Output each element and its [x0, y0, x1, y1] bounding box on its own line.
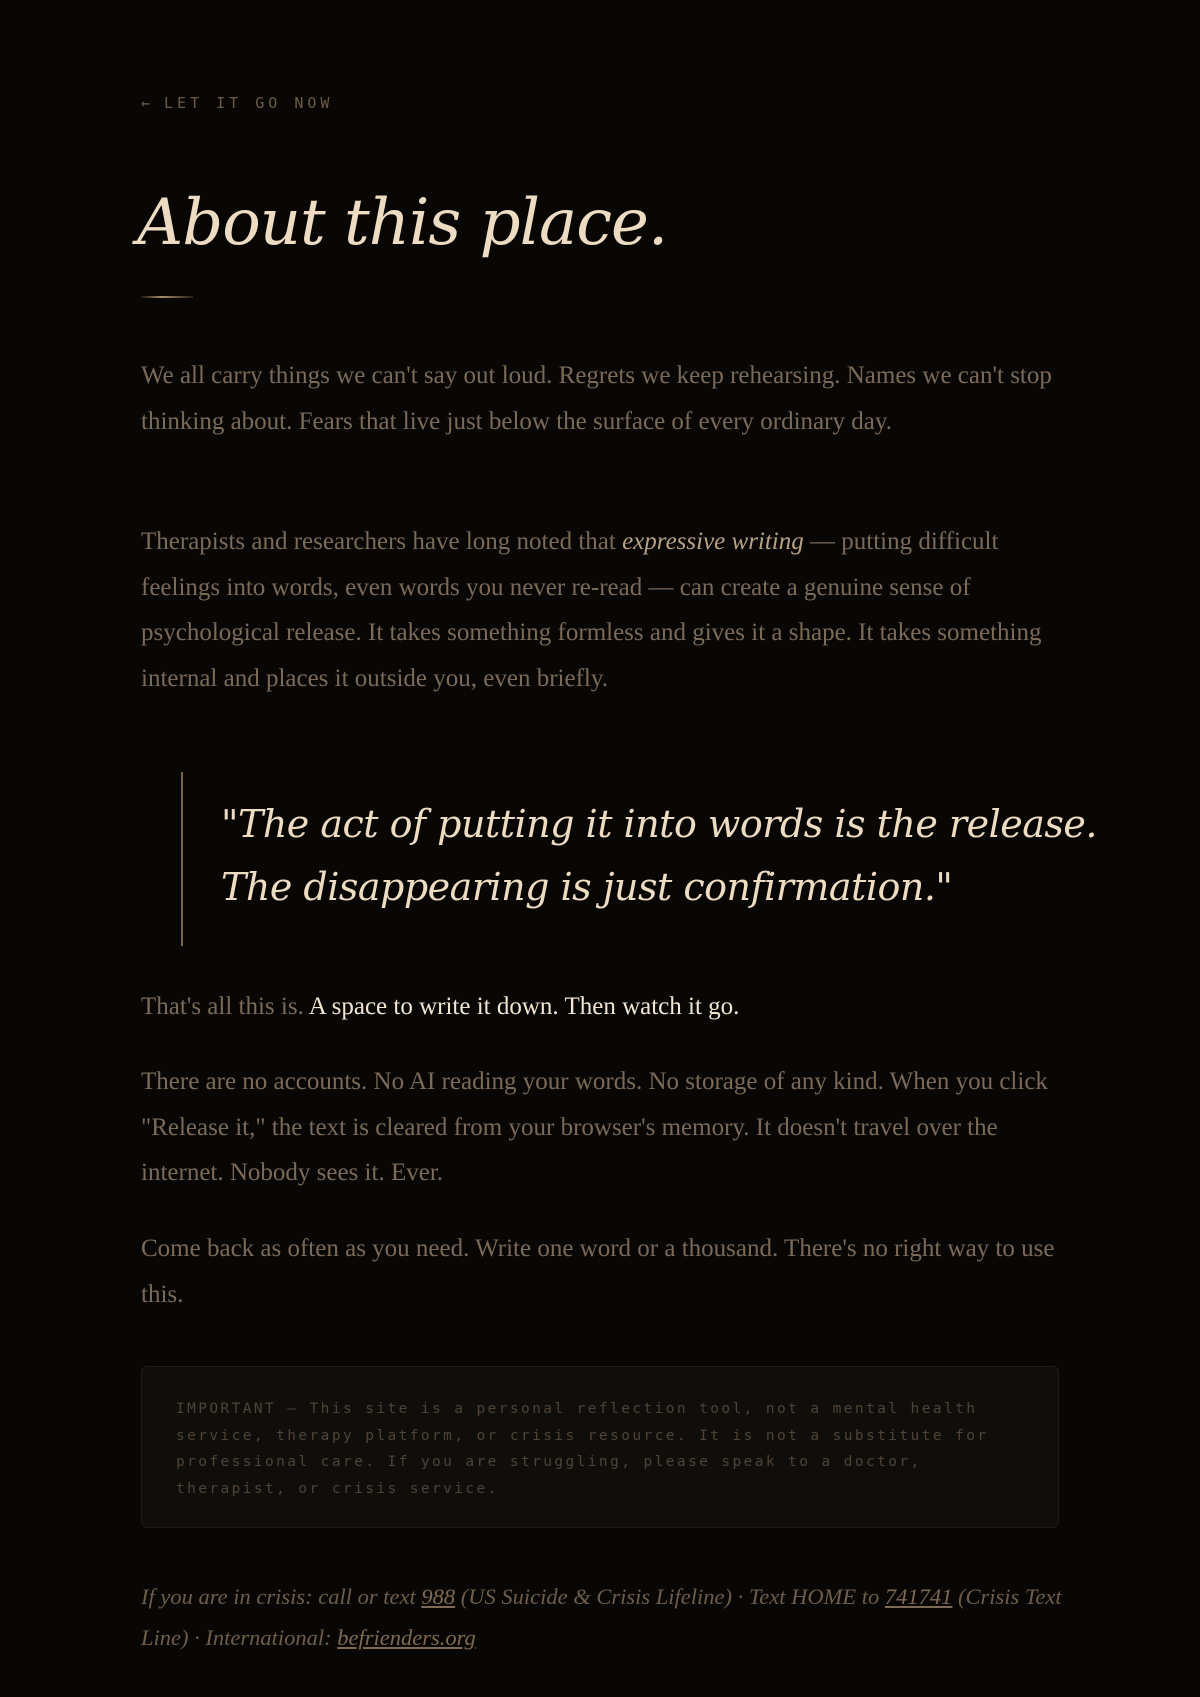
befrienders-link[interactable]: befrienders.org	[337, 1625, 476, 1650]
crisis-prefix: If you are in crisis: call or text	[141, 1584, 422, 1609]
intro-paragraph-2	[141, 519, 1061, 701]
lifeline-number-link[interactable]: 988	[421, 1584, 456, 1609]
title-divider	[141, 296, 193, 298]
usage-paragraph: Come back as often as you need. Write one word or a thousand. There's no right way to use this.	[141, 1235, 1055, 1308]
disclaimer-notice	[141, 1366, 1059, 1528]
crisis-resources	[141, 1576, 1071, 1658]
back-arrow-icon: ←	[141, 94, 155, 112]
textline-label: (Crisis Text Line) · International:	[141, 1584, 1062, 1650]
disclaimer-text: IMPORTANT — This site is a personal reflection tool, not a mental health service, therapy platform, or crisis resource. It is not a substitute for professional care. If you are struggling, please speak to a doctor, therapist, or crisis service.	[176, 1401, 989, 1497]
pull-quote-text: "The act of putting it into words is the release. The disappearing is just confirmation."	[221, 802, 1097, 909]
summary-paragraph	[141, 984, 1061, 1030]
back-link[interactable]	[141, 94, 333, 112]
intro-paragraph-2-start: Therapists and researchers have long noted that	[141, 528, 623, 555]
pull-quote	[181, 772, 1103, 946]
expressive-writing-emphasis: expressive writing	[622, 528, 804, 555]
intro-paragraph-2-end: — putting difficult feelings into words, even words you never re-read — can create a genuine sense of psychological release. It takes something formless and gives it a shape. It takes something internal and places it outside you, even briefly.	[141, 528, 1042, 692]
lifeline-label: (US Suicide & Crisis Lifeline) · Text HOME to	[455, 1584, 885, 1609]
textline-number-link[interactable]: 741741	[884, 1584, 953, 1609]
summary-highlight-text: A space to write it down. Then watch it go.	[308, 993, 740, 1020]
page-title: About this place.	[137, 186, 668, 260]
intro-paragraph-1: We all carry things we can't say out loud. Regrets we keep rehearsing. Names we can't stop thinking about. Fears that live just below the surface of every ordinary day.	[141, 362, 1052, 435]
summary-muted-text: That's all this is.	[141, 993, 309, 1020]
privacy-paragraph: There are no accounts. No AI reading your words. No storage of any kind. When you click "Release it," the text is cleared from your browser's memory. It doesn't travel over the internet. Nobody sees it. Ever.	[141, 1068, 1048, 1186]
back-link-label: LET IT GO NOW	[164, 94, 334, 112]
